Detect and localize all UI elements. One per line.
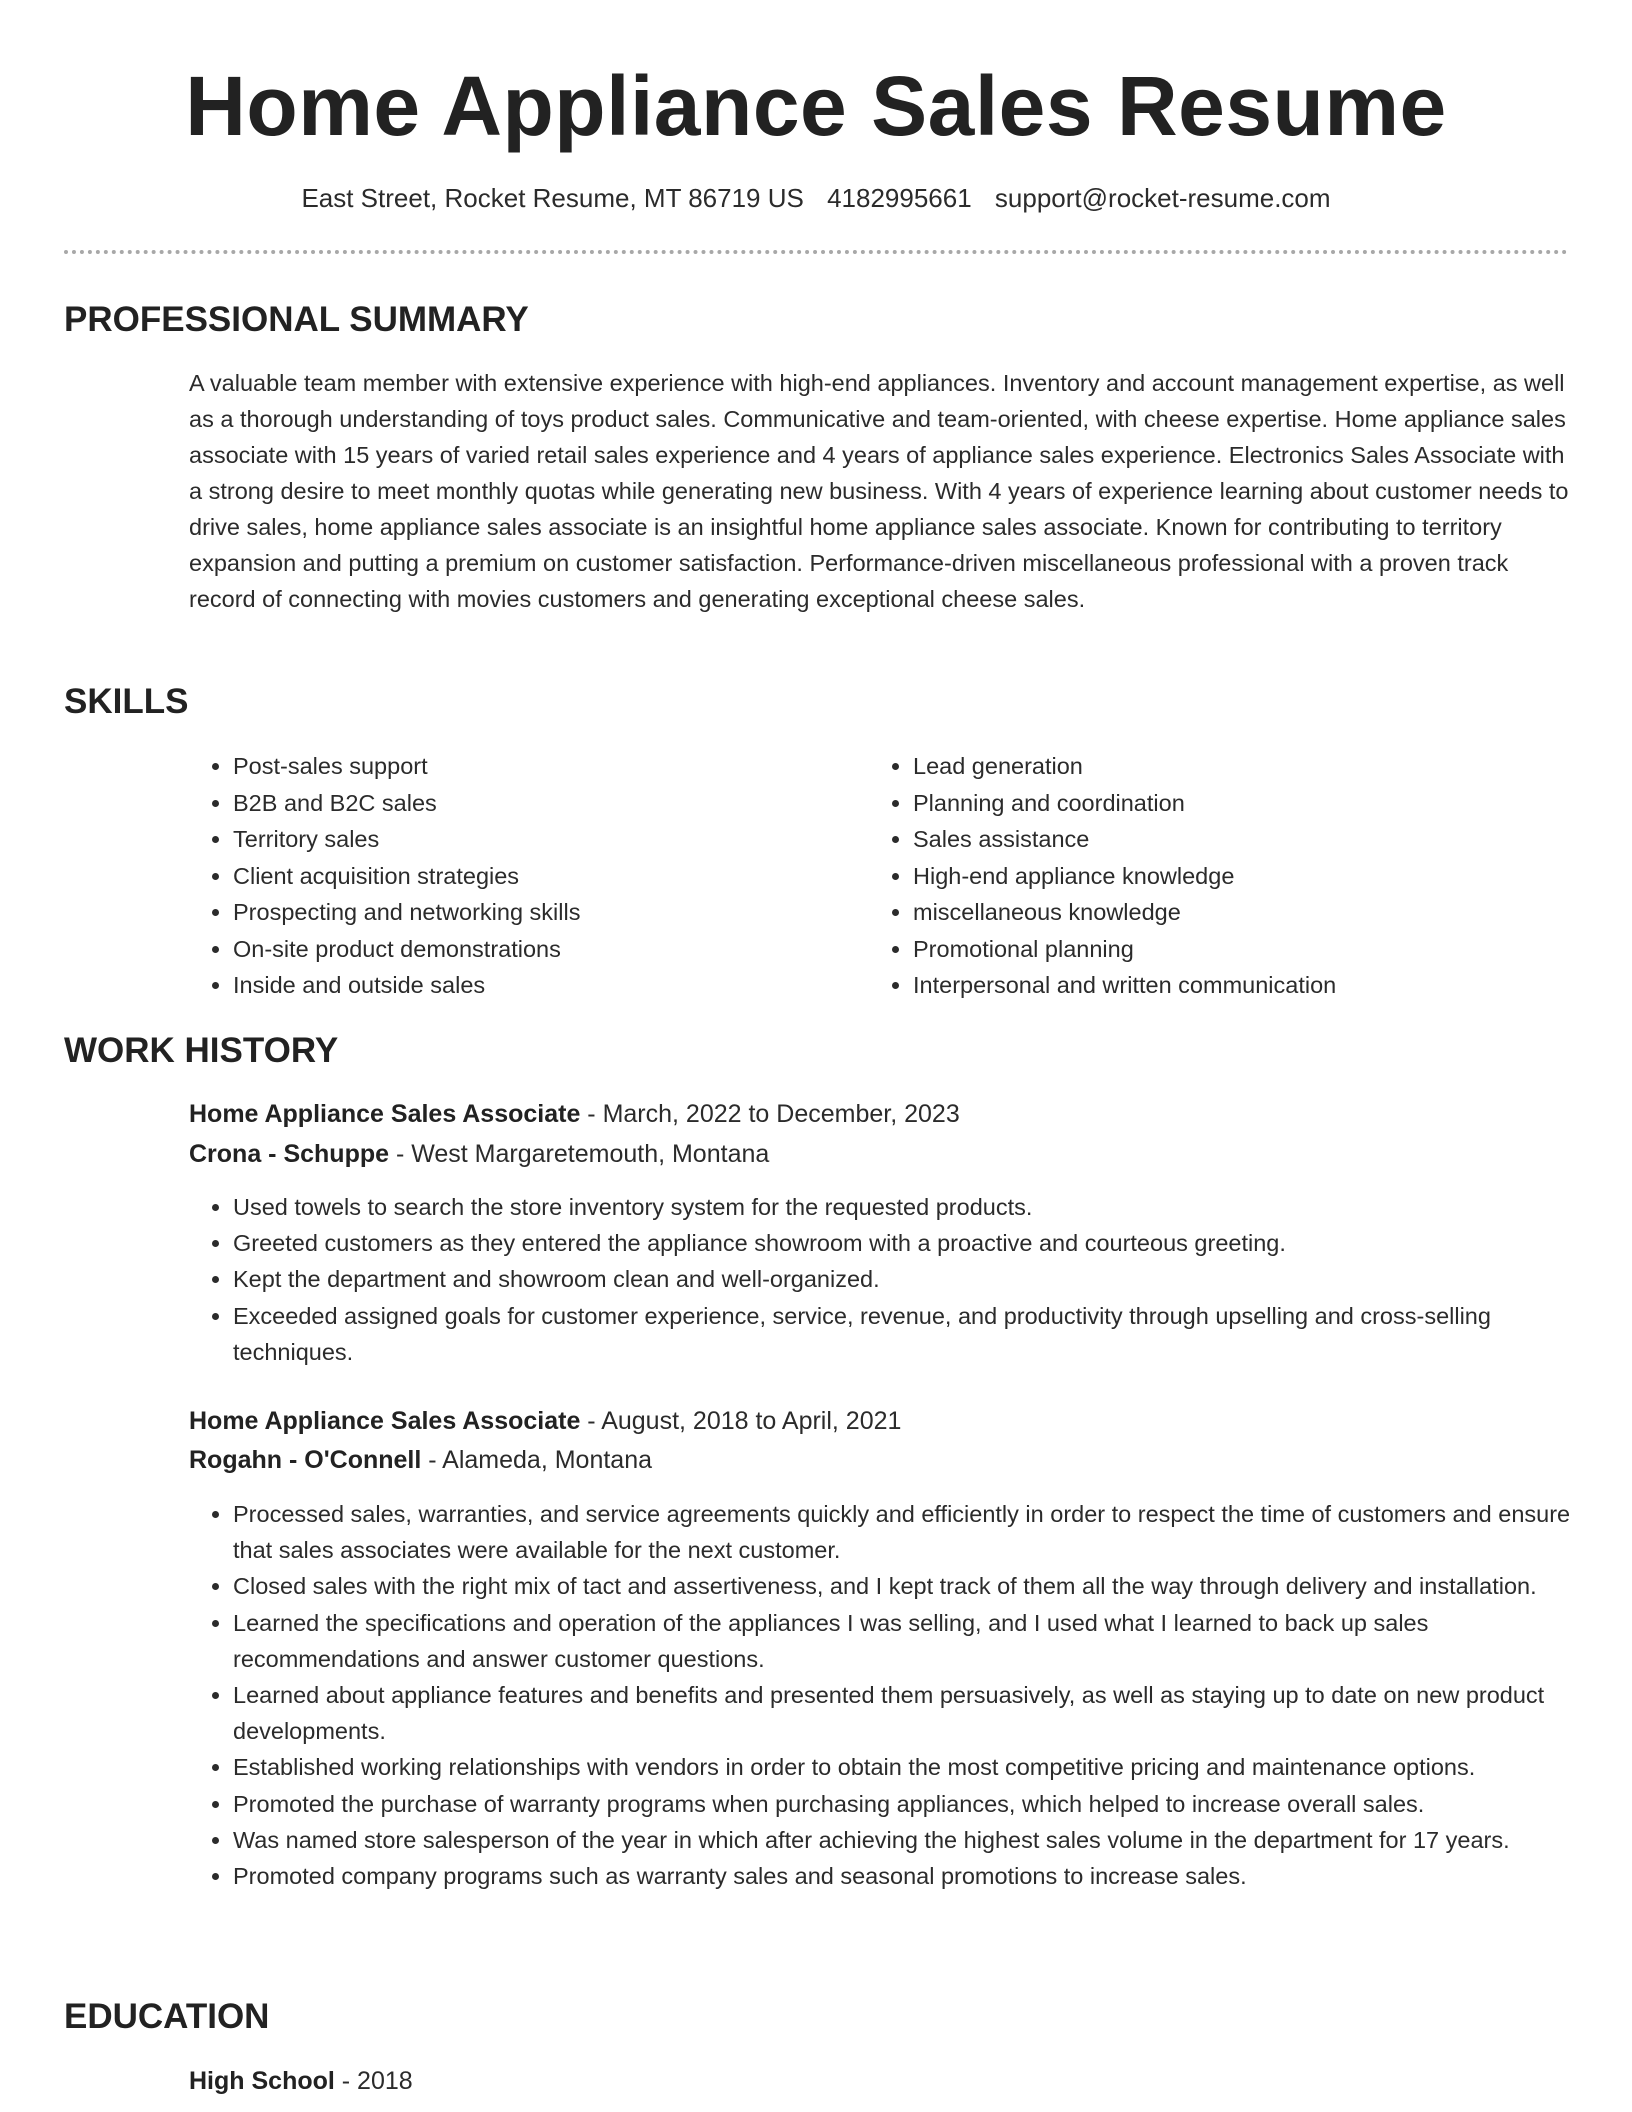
job-location: - West Margaretemouth, Montana — [389, 1140, 770, 1168]
skill-item: • miscellaneous knowledge — [913, 894, 1603, 931]
job-dates: - March, 2022 to December, 2023 — [580, 1100, 960, 1128]
job-bullet: • Learned about appliance features and benefits and presented them persuasively, as well as staying up to date on new product developments. — [233, 1677, 1613, 1749]
skill-item: • Sales assistance — [913, 821, 1603, 858]
skill-item: • Planning and coordination — [913, 785, 1603, 822]
contact-phone: 4182995661 — [827, 183, 972, 213]
job-bullet: • Greeted customers as they entered the appliance showroom with a proactive and courteous greeting. — [233, 1225, 1613, 1261]
skill-item: • Post-sales support — [233, 748, 853, 785]
resume-title: Home Appliance Sales Resume — [185, 59, 1447, 153]
skill-item: • Client acquisition strategies — [233, 858, 853, 895]
job-dates: - August, 2018 to April, 2021 — [580, 1407, 902, 1435]
summary-heading: PROFESSIONAL SUMMARY — [64, 300, 529, 339]
job-location: - Alameda, Montana — [421, 1446, 653, 1474]
job-bullet: • Processed sales, warranties, and service agreements quickly and efficiently in order to respect the time of customers and ensure that sales associates were available for the next customer. — [233, 1496, 1613, 1568]
job-title: Home Appliance Sales Associate — [189, 1100, 581, 1128]
contact-info — [0, 180, 1632, 216]
contact-email: support@rocket-resume.com — [994, 183, 1331, 213]
job-title: Home Appliance Sales Associate — [189, 1407, 581, 1435]
job-bullet: • Promoted the purchase of warranty programs when purchasing appliances, which helped to increase overall sales. — [233, 1786, 1613, 1822]
summary-text: A valuable team member with extensive experience with high-end appliances. Inventory and account management expertise, as well as a thorough understanding of toys product sales. Communicative and team-oriented, with cheese expertise. Home appliance sales associate with 15 years of varied retail sales experience and 4 years of appliance sales experience. Electronics Sales Associate with a strong desire to meet monthly quotas while generating new business. With 4 years of experience learning about customer needs to drive sales, home appliance sales associate is an insightful home appliance sales associate. Known for contributing to territory expansion and putting a premium on customer satisfaction. Performance-driven miscellaneous professional with a proven track record of connecting with movies customers and generating exceptional cheese sales. — [189, 370, 1569, 612]
header-divider — [64, 250, 1568, 254]
education-line — [189, 2063, 413, 2099]
job-bullet: • Closed sales with the right mix of tact and assertiveness, and I kept track of them all the way through delivery and installation. — [233, 1568, 1613, 1604]
skill-item: • On-site product demonstrations — [233, 931, 853, 968]
job-company: Rogahn - O'Connell — [189, 1446, 422, 1474]
education-year: - 2018 — [334, 2067, 413, 2095]
education-degree: High School — [189, 2067, 335, 2095]
skills-list-right — [869, 748, 1603, 1004]
skills-list-left — [189, 748, 853, 1004]
skill-item: • Prospecting and networking skills — [233, 894, 853, 931]
job-company: Crona - Schuppe — [189, 1140, 390, 1168]
job-bullet: • Exceeded assigned goals for customer experience, service, revenue, and productivity through upselling and cross-selling techniques. — [233, 1298, 1613, 1370]
skill-item: • Promotional planning — [913, 931, 1603, 968]
skill-item: • Interpersonal and written communication — [913, 967, 1603, 1004]
work-history-heading: WORK HISTORY — [64, 1031, 339, 1070]
skills-heading: SKILLS — [64, 682, 189, 721]
job-bullet: • Promoted company programs such as warranty sales and seasonal promotions to increase sales. — [233, 1858, 1613, 1894]
skill-item: • High-end appliance knowledge — [913, 858, 1603, 895]
job-company-line — [189, 1136, 769, 1172]
skill-item: • Inside and outside sales — [233, 967, 853, 1004]
job-bullets — [189, 1189, 1613, 1370]
job-bullet: • Learned the specifications and operation of the appliances I was selling, and I used what I learned to back up sales recommendations and answer customer questions. — [233, 1605, 1613, 1677]
education-heading: EDUCATION — [64, 1997, 270, 2036]
skill-item: • B2B and B2C sales — [233, 785, 853, 822]
job-bullet: • Used towels to search the store inventory system for the requested products. — [233, 1189, 1613, 1225]
job-bullets — [189, 1496, 1613, 1894]
skill-item: • Lead generation — [913, 748, 1603, 785]
job-bullet: • Established working relationships with vendors in order to obtain the most competitive pricing and maintenance options. — [233, 1749, 1613, 1785]
skill-item: • Territory sales — [233, 821, 853, 858]
job-title-line — [189, 1096, 960, 1132]
job-bullet: • Kept the department and showroom clean and well-organized. — [233, 1261, 1613, 1297]
job-title-line — [189, 1403, 901, 1439]
contact-address: East Street, Rocket Resume, MT 86719 US — [301, 183, 804, 213]
job-company-line — [189, 1442, 652, 1478]
job-bullet: • Was named store salesperson of the year in which after achieving the highest sales volume in the department for 17 years. — [233, 1822, 1613, 1858]
